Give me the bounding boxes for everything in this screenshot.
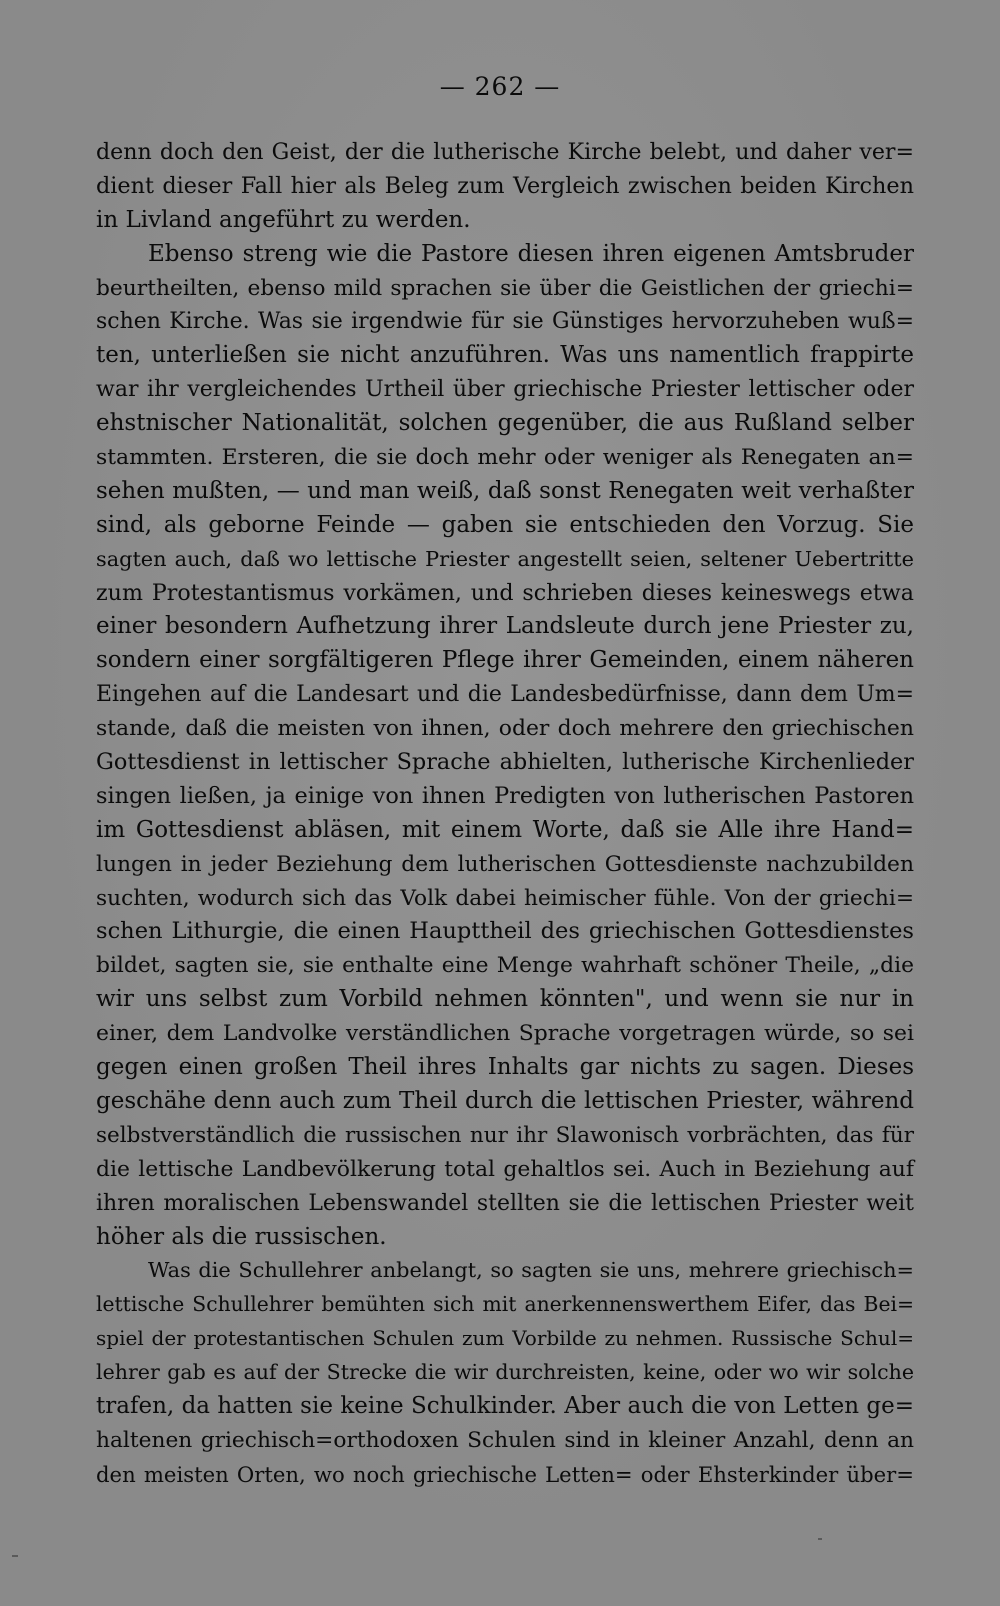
text-line: geschähe denn auch zum Theil durch die lettischen Priester, während [96,1087,914,1114]
text-line: im Gottesdienst abläsen, mit einem Worte, daß sie Alle ihre Hand= [96,816,914,843]
text-line: höher als die russischen. [96,1223,387,1250]
text-line: Was die Schullehrer anbelangt, so sagten sie uns, mehrere griechisch= [148,1258,914,1283]
text-line: Eingehen auf die Landesart und die Landesbedürfnisse, dann dem Um= [96,682,914,708]
text-line: beurtheilten, ebenso mild sprachen sie über die Geistlichen der griechi= [96,275,914,301]
text-line: selbstverständlich die russischen nur ihr Slawonisch vorbrächten, das für [96,1122,914,1148]
text-line: wir uns selbst zum Vorbild nehmen könnten", und wenn sie nur in [96,986,914,1013]
text-line: lettische Schullehrer bemühten sich mit anerkennenswerthem Eifer, das Bei= [96,1292,914,1317]
text-line: war ihr vergleichendes Urtheil über griechische Priester lettischer oder [96,377,914,403]
text-line: lungen in jeder Beziehung dem lutherischen Gottesdienste nachzubilden [96,851,914,877]
text-line: schen Lithurgie, die einen Haupttheil des griechischen Gottesdienstes [96,918,914,945]
text-line: haltenen griechisch=orthodoxen Schulen sind in kleiner Anzahl, denn an [96,1427,914,1453]
text-line: denn doch den Geist, der die lutherische Kirche belebt, und daher ver= [96,139,914,165]
text-line: ihren moralischen Lebenswandel stellten sie die lettischen Priester weit [96,1190,914,1216]
text-line: ehstnischer Nationalität, solchen gegenüber, die aus Rußland selber [96,410,914,437]
text-line: dient dieser Fall hier als Beleg zum Vergleich zwischen beiden Kirchen [96,172,914,199]
text-line: bildet, sagten sie, sie enthalte eine Menge wahrhaft schöner Theile, „die [96,953,914,979]
text-line: trafen, da hatten sie keine Schulkinder. Aber auch die von Letten ge= [96,1392,914,1419]
text-line: sehen mußten, — und man weiß, daß sonst Renegaten weit verhaßter [96,477,914,504]
text-line: spiel der protestantischen Schulen zum Vorbilde zu nehmen. Russische Schul= [96,1326,914,1351]
print-speck [818,1538,822,1540]
text-line: sagten auch, daß wo lettische Priester angestellt seien, seltener Uebertritte [96,546,914,571]
print-speck [12,1555,18,1557]
text-line: den meisten Orten, wo noch griechische Letten= oder Ehsterkinder über= [96,1461,914,1487]
text-line: suchten, wodurch sich das Volk dabei heimischer fühle. Von der griechi= [96,885,914,911]
text-line: in Livland angeführt zu werden. [96,206,471,233]
text-line: schen Kirche. Was sie irgendwie für sie Günstiges hervorzuheben wuß= [96,309,914,335]
text-line: Ebenso streng wie die Pastore diesen ihren eigenen Amtsbruder [148,240,914,267]
text-line: stammten. Ersteren, die sie doch mehr oder weniger als Renegaten an= [96,445,914,471]
text-line: singen ließen, ja einige von ihnen Predigten von lutherischen Pastoren [96,782,914,809]
text-line: ten, unterließen sie nicht anzuführen. Was uns namentlich frappirte [96,342,914,369]
body-text [96,136,914,1492]
text-line: einer besondern Aufhetzung ihrer Landsleute durch jene Priester zu, [96,613,914,640]
text-line: die lettische Landbevölkerung total gehaltlos sei. Auch in Beziehung auf [96,1156,914,1182]
text-line: stande, daß die meisten von ihnen, oder doch mehrere den griechischen [96,716,914,742]
text-line: sind, als geborne Feinde — gaben sie entschieden den Vorzug. Sie [96,511,914,538]
page-number: — 262 — [439,72,561,101]
text-line: gegen einen großen Theil ihres Inhalts gar nichts zu sagen. Dieses [96,1054,914,1081]
text-line: Gottesdienst in lettischer Sprache abhielten, lutherische Kirchenlieder [96,749,914,776]
text-line: einer, dem Landvolke verständlichen Sprache vorgetragen würde, so sei [96,1021,914,1047]
text-line: zum Protestantismus vorkämen, und schrieben dieses keineswegs etwa [96,579,914,606]
text-line: sondern einer sorgfältigeren Pflege ihrer Gemeinden, einem näheren [96,647,914,674]
text-line: lehrer gab es auf der Strecke die wir durchreisten, keine, oder wo wir solche [96,1360,914,1385]
